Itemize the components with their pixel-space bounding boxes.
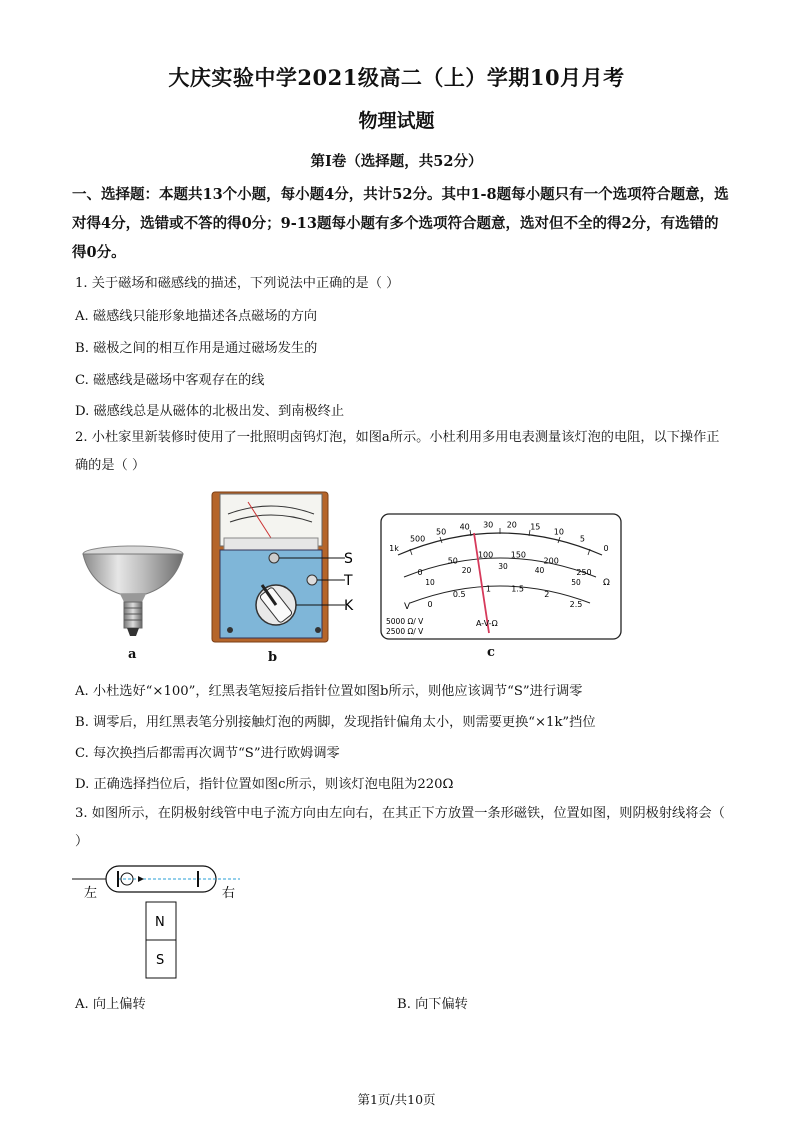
ohm-tick-label: 0 xyxy=(603,544,609,553)
mid2-tick-label: 10 xyxy=(425,578,435,587)
ohm-tick-label: 1k xyxy=(389,544,399,553)
multimeter-figure xyxy=(210,490,370,648)
low-tick-label: 1 xyxy=(485,584,491,594)
av-symbol: A-V-Ω xyxy=(476,619,498,628)
ohm-tick-label: 40 xyxy=(459,522,470,532)
ohm-tick-label: 5 xyxy=(579,534,585,544)
ohm-tick-label: 50 xyxy=(436,527,447,537)
mid-tick-label: 150 xyxy=(510,550,527,560)
mid2-tick-label: 30 xyxy=(498,562,508,571)
magnet-s: S xyxy=(156,953,165,968)
fig-c-label: c xyxy=(487,645,495,660)
q1-option-a: A. 磁感线只能形象地描述各点磁场的方向 xyxy=(75,309,318,324)
ohm-tick-label: 20 xyxy=(506,520,517,530)
q2-option-c: C. 每次换挡后都需再次调节“S”进行欧姆调零 xyxy=(75,746,340,761)
q2-option-d: D. 正确选择挡位后，指针位置如图c所示，则该灯泡电阻为220Ω xyxy=(75,777,454,792)
fig-b-label: b xyxy=(268,650,278,665)
mid-tick-label: 250 xyxy=(576,568,592,577)
mid-tick-label: 0 xyxy=(417,568,423,577)
part-heading: 第I卷（选择题，共52分） xyxy=(310,153,483,170)
exam-title: 大庆实验中学2021级高二（上）学期10月月考 xyxy=(168,65,625,90)
q2-stem: 2. 小杜家里新装修时使用了一批照明卤钨灯泡，如图a所示。小杜利用多用电表测量该灯泡的电阻，以下操作正确的是（ ） xyxy=(75,430,720,473)
q3-option-a: A. 向上偏转 xyxy=(75,997,146,1012)
scale-note-2: 2500 Ω/ V xyxy=(386,627,424,636)
mid-tick-label: 200 xyxy=(543,556,559,566)
ohm-tick-label: 500 xyxy=(409,534,426,544)
mid-tick-label: 100 xyxy=(477,550,494,560)
left-label: 左 xyxy=(84,886,98,901)
low-tick-label: 0.5 xyxy=(452,589,466,599)
q1-option-d: D. 磁感线总是从磁体的北极出发、到南极终止 xyxy=(75,404,345,419)
mid-tick-label: 50 xyxy=(447,556,458,566)
scale-note-1: 5000 Ω/ V xyxy=(386,617,424,626)
q1-option-b: B. 磁极之间的相互作用是通过磁场发生的 xyxy=(75,341,318,356)
ohm-tick-label: 10 xyxy=(553,527,564,537)
low-tick-label: 0 xyxy=(427,600,433,609)
magnet-n: N xyxy=(155,915,165,930)
q2-option-b: B. 调零后，用红黑表笔分别接触灯泡的两脚，发现指针偏角太小，则需要更换“×1k”挡位 xyxy=(75,715,596,730)
low-tick-label: 2.5 xyxy=(569,600,583,609)
ohm-symbol: Ω xyxy=(603,578,610,588)
right-label: 右 xyxy=(222,886,236,901)
v-symbol: V xyxy=(404,602,411,612)
ohm-tick-label: 15 xyxy=(530,522,541,532)
section-instructions: 一、选择题：本题共13个小题，每小题4分，共计52分。其中1-8题每小题只有一个选项符合题意，选对得4分，选错或不答的得0分；9-13题每小题有多个选项符合题意，选对但不全的得2分，有选错的得0分。 xyxy=(72,186,729,261)
label-k: K xyxy=(344,598,354,614)
q3-option-b: B. 向下偏转 xyxy=(397,997,468,1012)
q2-option-a: A. 小杜选好“×100”，红黑表笔短接后指针位置如图b所示，则他应该调节“S”进行调零 xyxy=(75,684,583,699)
halogen-bulb-figure xyxy=(80,544,186,644)
meter-scale-figure xyxy=(380,513,623,641)
label-s: S xyxy=(344,551,353,567)
low-tick-label: 1.5 xyxy=(511,584,524,594)
cathode-ray-tube-figure xyxy=(72,860,252,986)
fig-a-label: a xyxy=(128,647,137,662)
q1-option-c: C. 磁感线是磁场中客观存在的线 xyxy=(75,373,265,388)
mid2-tick-label: 50 xyxy=(571,578,581,587)
q1-stem: 1. 关于磁场和磁感线的描述，下列说法中正确的是（ ） xyxy=(75,276,400,291)
mid2-tick-label: 20 xyxy=(461,566,472,575)
q3-stem: 3. 如图所示，在阴极射线管中电子流方向由左向右，在其正下方放置一条形磁铁，位置如图，则阴极射线将会（ ） xyxy=(75,806,725,849)
exam-subject: 物理试题 xyxy=(358,110,435,132)
ohm-tick-label: 30 xyxy=(483,520,494,530)
page-number: 第1页/共10页 xyxy=(357,1092,436,1107)
low-tick-label: 2 xyxy=(544,589,550,599)
mid2-tick-label: 40 xyxy=(534,566,545,575)
label-t: T xyxy=(344,573,353,589)
